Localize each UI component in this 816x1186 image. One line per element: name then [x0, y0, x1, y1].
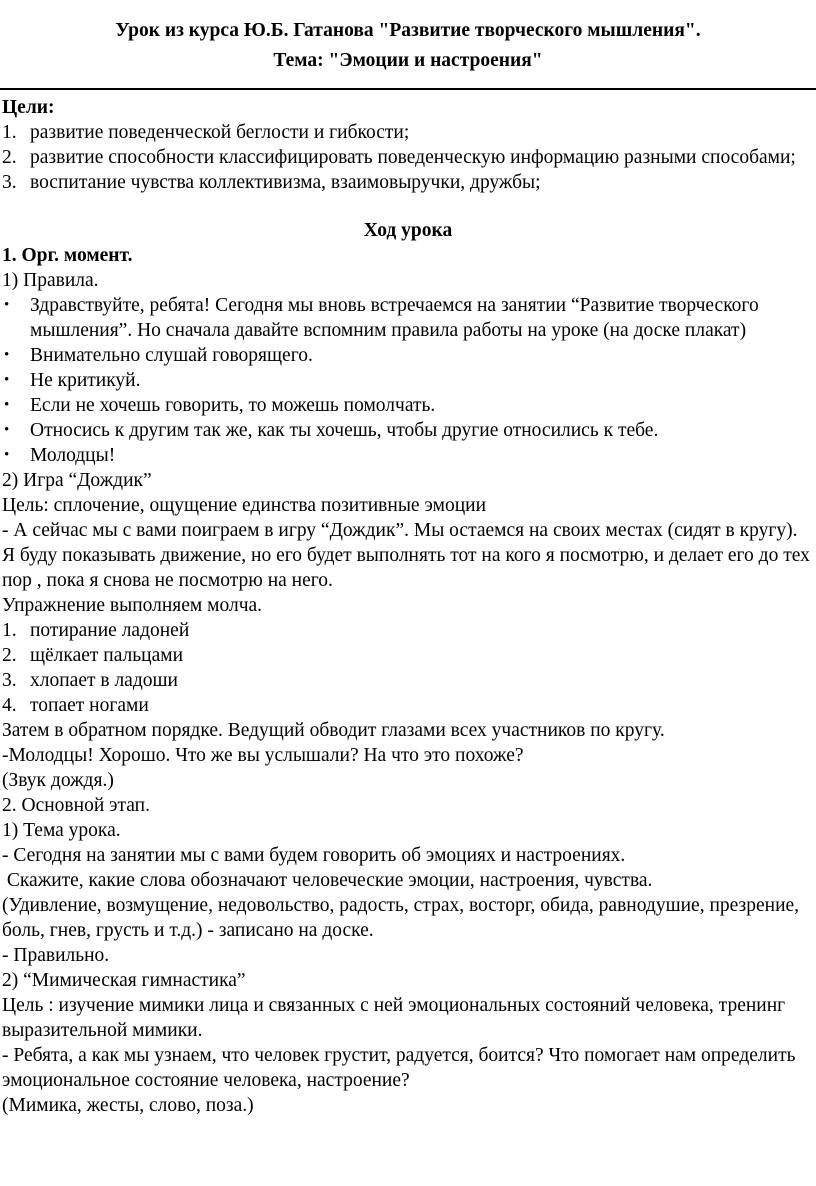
- step-number: 3.: [2, 670, 17, 691]
- rule-item: [2, 393, 814, 418]
- game-reverse: Затем в обратном порядке. Ведущий обводит глазами всех участников по кругу.: [2, 720, 665, 741]
- game-step: [2, 643, 814, 668]
- rule-text: Не критикуй.: [30, 370, 141, 391]
- goal-item: [2, 145, 814, 170]
- gymnastics-question: - Ребята, а как мы узнаем, что человек грустит, радуется, боится? Что помогает нам определить эмоциональное состояние человека, настроение?: [2, 1045, 796, 1091]
- goal-item: [2, 120, 814, 145]
- rules-label: 1) Правила.: [2, 270, 99, 291]
- goals-heading: Цели:: [2, 97, 55, 118]
- document-body: [2, 95, 814, 1118]
- goal-text: воспитание чувства коллективизма, взаимовыручки, дружбы;: [30, 172, 541, 193]
- goal-number: 1.: [2, 122, 17, 143]
- gymnastics-answer: (Мимика, жесты, слово, поза.): [2, 1095, 254, 1116]
- bullet-marker: •: [4, 397, 10, 413]
- topic-intro: - Сегодня на занятии мы с вами будем говорить об эмоциях и настроениях.: [2, 845, 626, 866]
- step-text: хлопает в ладоши: [30, 670, 178, 691]
- goal-text: развитие способности классифицировать поведенческую информацию разными способами;: [30, 147, 796, 168]
- game-step: [2, 693, 814, 718]
- rule-text: Относись к другим так же, как ты хочешь, чтобы другие относились к тебе.: [30, 420, 659, 441]
- rule-item: [2, 293, 814, 343]
- bullet-marker: •: [4, 422, 10, 438]
- game-label: 2) Игра “Дождик”: [2, 470, 152, 491]
- step-number: 4.: [2, 695, 17, 716]
- goal-number: 2.: [2, 147, 17, 168]
- rule-text: Внимательно слушай говорящего.: [30, 345, 313, 366]
- rule-item: [2, 418, 814, 443]
- goal-text: развитие поведенческой беглости и гибкости;: [30, 122, 410, 143]
- step-number: 2.: [2, 645, 17, 666]
- rule-item: [2, 443, 814, 468]
- game-silent-note: Упражнение выполняем молча.: [2, 595, 263, 616]
- title-line-2: Тема: "Эмоции и настроения": [273, 50, 543, 71]
- topic-confirmation: - Правильно.: [2, 945, 110, 966]
- gymnastics-goal: Цель : изучение мимики лица и связанных с ней эмоциональных состояний человека, тренинг выразительной мимики.: [2, 995, 786, 1041]
- rule-text: Здравствуйте, ребята! Сегодня мы вновь встречаемся на занятии “Развитие творческого мышления”. Но сначала давайте вспомним правила работы на уроке (на доске плакат): [30, 295, 759, 341]
- header-divider: [0, 88, 816, 90]
- bullet-marker: •: [4, 297, 10, 313]
- goal-item: [2, 170, 814, 195]
- spacer: [2, 195, 814, 218]
- rule-text: Молодцы!: [30, 445, 116, 466]
- game-intro: - А сейчас мы с вами поиграем в игру “Дождик”. Мы остаемся на своих местах (сидят в кругу). Я буду показывать движение, но его будет выполнять тот на кого я посмотрю, и делает его до тех пор , пока я снова не посмотрю на него.: [2, 520, 810, 591]
- step-text: потирание ладоней: [30, 620, 190, 641]
- topic-label: 1) Тема урока.: [2, 820, 121, 841]
- lesson-heading: Ход урока: [363, 220, 453, 241]
- main-stage-heading: 2. Основной этап.: [2, 795, 150, 816]
- topic-question: Скажите, какие слова обозначают человеческие эмоции, настроения, чувства.: [2, 870, 653, 891]
- rule-item: [2, 368, 814, 393]
- topic-answer: (Удивление, возмущение, недовольство, радость, страх, восторг, обида, равнодушие, презрение, боль, гнев, грусть и т.д.) - записано на доске.: [2, 895, 800, 941]
- game-step: [2, 668, 814, 693]
- game-question: -Молодцы! Хорошо. Что же вы услышали? На что это похоже?: [2, 745, 524, 766]
- bullet-marker: •: [4, 447, 10, 463]
- game-step: [2, 618, 814, 643]
- rule-item: [2, 343, 814, 368]
- org-heading: 1. Орг. момент.: [2, 245, 133, 266]
- bullet-marker: •: [4, 372, 10, 388]
- goal-number: 3.: [2, 172, 17, 193]
- rule-text: Если не хочешь говорить, то можешь помолчать.: [30, 395, 436, 416]
- game-goal: Цель: сплочение, ощущение единства позитивные эмоции: [2, 495, 487, 516]
- title-line-1: Урок из курса Ю.Б. Гатанова "Развитие творческого мышления".: [115, 20, 701, 41]
- game-answer: (Звук дождя.): [2, 770, 114, 791]
- step-text: щёлкает пальцами: [30, 645, 184, 666]
- step-number: 1.: [2, 620, 17, 641]
- bullet-marker: •: [4, 347, 10, 363]
- gymnastics-label: 2) “Мимическая гимнастика”: [2, 970, 246, 991]
- step-text: топает ногами: [30, 695, 149, 716]
